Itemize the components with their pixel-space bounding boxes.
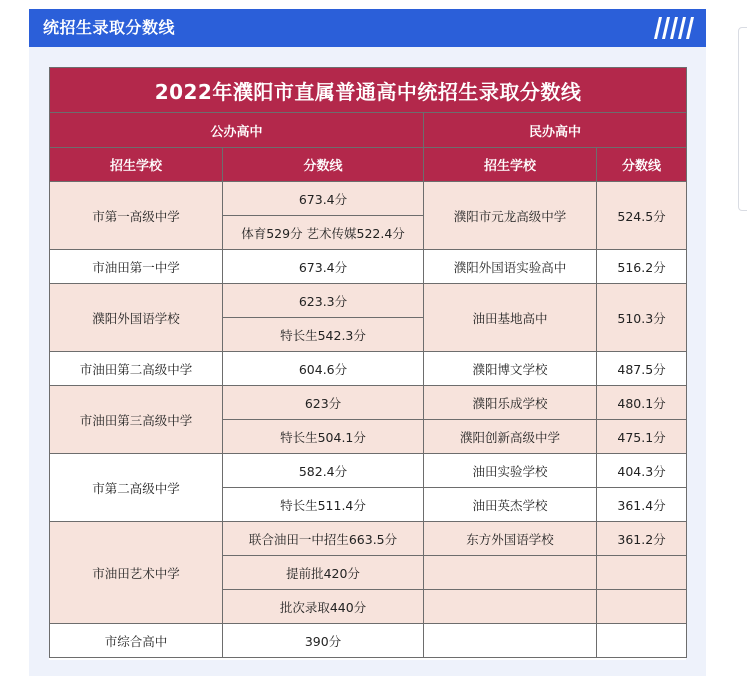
empty-cell	[597, 590, 687, 624]
public-score-cell: 390分	[223, 624, 424, 658]
public-score-cell: 604.6分	[223, 352, 424, 386]
stripes-icon	[650, 17, 694, 39]
public-score-cell: 623.3分	[223, 284, 424, 318]
public-school-cell: 市第二高级中学	[50, 454, 223, 522]
public-school-cell: 市油田第三高级中学	[50, 386, 223, 454]
empty-cell	[597, 624, 687, 658]
private-school-cell: 濮阳创新高级中学	[424, 420, 597, 454]
column-header-score: 分数线	[597, 148, 687, 182]
public-score-cell: 623分	[223, 386, 424, 420]
public-score-cell: 批次录取440分	[223, 590, 424, 624]
private-score-cell: 524.5分	[597, 182, 687, 250]
group-private-header: 民办高中	[424, 113, 687, 148]
column-header-school: 招生学校	[50, 148, 223, 182]
empty-cell	[424, 624, 597, 658]
column-header-school: 招生学校	[424, 148, 597, 182]
private-score-cell: 361.4分	[597, 488, 687, 522]
public-score-cell: 582.4分	[223, 454, 424, 488]
public-score-cell: 体育529分 艺术传媒522.4分	[223, 216, 424, 250]
empty-cell	[597, 556, 687, 590]
public-score-cell: 特长生542.3分	[223, 318, 424, 352]
public-score-cell: 提前批420分	[223, 556, 424, 590]
private-school-cell: 濮阳乐成学校	[424, 386, 597, 420]
private-school-cell: 东方外国语学校	[424, 522, 597, 556]
public-school-cell: 市第一高级中学	[50, 182, 223, 250]
public-school-cell: 市油田第一中学	[50, 250, 223, 284]
empty-cell	[424, 590, 597, 624]
public-school-cell: 市油田第二高级中学	[50, 352, 223, 386]
private-score-cell: 361.2分	[597, 522, 687, 556]
public-school-cell: 濮阳外国语学校	[50, 284, 223, 352]
group-public-header: 公办高中	[50, 113, 424, 148]
table-title: 2022年濮阳市直属普通高中统招生录取分数线	[50, 68, 687, 113]
private-score-cell: 404.3分	[597, 454, 687, 488]
private-school-cell: 濮阳博文学校	[424, 352, 597, 386]
private-school-cell: 油田实验学校	[424, 454, 597, 488]
private-score-cell: 480.1分	[597, 386, 687, 420]
column-header-score: 分数线	[223, 148, 424, 182]
empty-cell	[424, 556, 597, 590]
public-school-cell: 市油田艺术中学	[50, 522, 223, 624]
public-score-cell: 联合油田一中招生663.5分	[223, 522, 424, 556]
side-card	[738, 27, 747, 211]
private-school-cell: 油田英杰学校	[424, 488, 597, 522]
public-score-cell: 特长生504.1分	[223, 420, 424, 454]
score-table	[49, 67, 687, 658]
public-score-cell: 673.4分	[223, 182, 424, 216]
private-score-cell: 487.5分	[597, 352, 687, 386]
private-score-cell: 516.2分	[597, 250, 687, 284]
private-score-cell: 475.1分	[597, 420, 687, 454]
public-score-cell: 673.4分	[223, 250, 424, 284]
private-score-cell: 510.3分	[597, 284, 687, 352]
banner-title: 统招生录取分数线	[43, 18, 176, 37]
public-school-cell: 市综合高中	[50, 624, 223, 658]
section-banner	[29, 9, 706, 47]
score-table-card	[49, 67, 686, 660]
public-score-cell: 特长生511.4分	[223, 488, 424, 522]
private-school-cell: 濮阳外国语实验高中	[424, 250, 597, 284]
private-school-cell: 油田基地高中	[424, 284, 597, 352]
private-school-cell: 濮阳市元龙高级中学	[424, 182, 597, 250]
